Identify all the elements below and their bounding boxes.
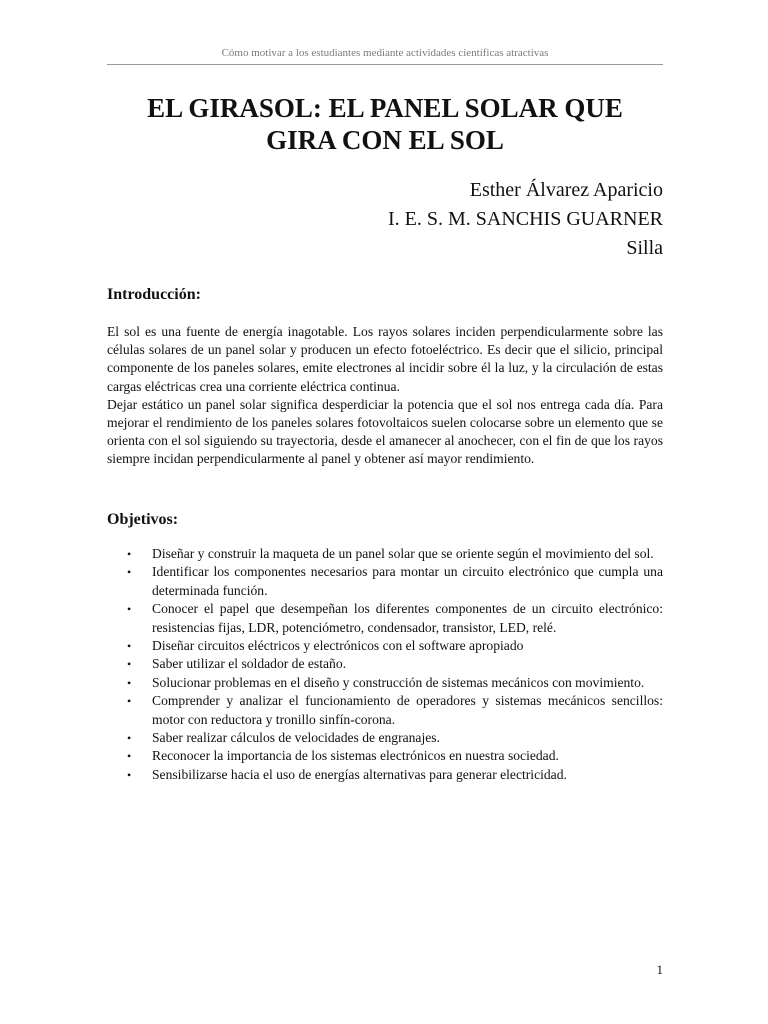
objective-text: Comprender y analizar el funcionamiento de operadores y sistemas mecánicos sencillos: motor con reductora y tronillo sinfín-corona. [152, 693, 663, 727]
introduction-body [107, 323, 663, 469]
document-title [107, 92, 663, 156]
objective-text: Identificar los componentes necesarios para montar un circuito electrónico que cumpla una determinada función. [152, 564, 663, 598]
objectives-heading: Objetivos: [107, 511, 179, 528]
objective-item [107, 674, 663, 692]
objective-item [107, 766, 663, 784]
objective-text: Sensibilizarse hacia el uso de energías alternativas para generar electricidad. [152, 766, 567, 782]
bullet-icon: • [127, 749, 132, 764]
page-number: 1 [656, 962, 663, 977]
author-block [107, 176, 663, 263]
objective-text: Saber utilizar el soldador de estaño. [152, 656, 347, 672]
objective-item [107, 600, 663, 637]
header-rule [107, 64, 663, 65]
bullet-icon: • [127, 602, 132, 617]
title-line-2: GIRA CON EL SOL [266, 125, 504, 155]
bullet-icon: • [127, 694, 132, 709]
objective-text: Diseñar circuitos eléctricos y electrónicos con el software apropiado [152, 638, 524, 654]
author-institution: I. E. S. M. SANCHIS GUARNER [387, 208, 663, 230]
author-city: Silla [626, 237, 663, 259]
objective-item [107, 637, 663, 655]
bullet-icon: • [127, 657, 132, 672]
objective-text: Conocer el papel que desempeñan los diferentes componentes de un circuito electrónico: resistencias fijas, LDR, potenciómetro, condensador, transistor, LED, relé. [152, 601, 663, 635]
bullet-icon: • [127, 639, 132, 654]
bullet-icon: • [127, 731, 132, 746]
bullet-icon: • [127, 675, 132, 690]
objectives-list [107, 545, 663, 784]
bullet-icon: • [127, 767, 132, 782]
introduction-heading: Introducción: [107, 286, 201, 303]
objective-item [107, 692, 663, 729]
objective-item [107, 747, 663, 765]
objective-item [107, 729, 663, 747]
objective-text: Reconocer la importancia de los sistemas electrónicos en nuestra sociedad. [152, 748, 559, 764]
introduction-paragraph: El sol es una fuente de energía inagotable. Los rayos solares inciden perpendicularmente sobre las células solares de un panel solar y producen un efecto fotoeléctrico. Es decir que el silicio, principal componente de los paneles solares, emite electrones al incidir sobre él la luz, y la circulación de estas cargas eléctricas crea una corriente eléctrica continua. [107, 324, 663, 394]
objective-item [107, 545, 663, 563]
objective-item [107, 655, 663, 673]
title-line-1: EL GIRASOL: EL PANEL SOLAR QUE [147, 93, 623, 123]
objective-text: Diseñar y construir la maqueta de un panel solar que se oriente según el movimiento del sol. [152, 546, 654, 561]
author-name: Esther Álvarez Aparicio [469, 179, 663, 201]
introduction-paragraph: Dejar estático un panel solar significa desperdiciar la potencia que el sol nos entrega cada día. Para mejorar el rendimiento de los paneles solares fotovoltaicos suelen colocarse sobre un elemento que se orienta con el sol siguiendo su trayectoria, desde el amanecer al anochecer, con el fin de que los rayos siempre incidan perpendicularmente al panel y obtener así mayor rendimiento. [107, 396, 663, 467]
objective-item [107, 563, 663, 600]
bullet-icon: • [127, 547, 132, 561]
running-header: Cómo motivar a los estudiantes mediante actividades científicas atractivas [221, 47, 549, 59]
objective-text: Solucionar problemas en el diseño y construcción de sistemas mecánicos con movimiento. [152, 674, 645, 690]
bullet-icon: • [127, 565, 132, 580]
objective-text: Saber realizar cálculos de velocidades de engranajes. [152, 730, 440, 746]
